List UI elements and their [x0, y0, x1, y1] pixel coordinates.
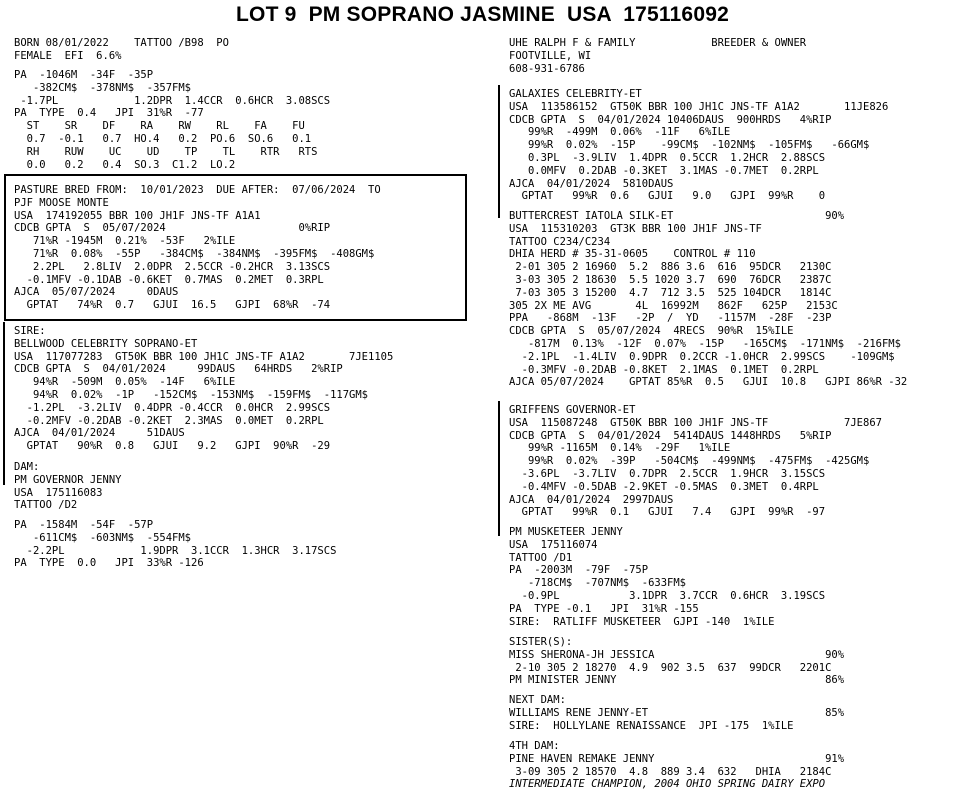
text-line: TATTOO C234/C234: [509, 235, 611, 248]
text-line: 71%R -1945M 0.21% -53F 2%ILE: [14, 235, 236, 248]
text-line: 0.3PL -3.9LIV 1.4DPR 0.5CCR 1.2HCR 2.88SCS: [509, 151, 826, 164]
text-line: 2-01 305 2 16960 5.2 886 3.6 616 95DCR 2130C: [509, 261, 832, 274]
dam-info: [14, 461, 121, 512]
text-line: PA TYPE 0.0 JPI 33%R -126: [14, 557, 204, 570]
text-line: 4TH DAM:: [509, 740, 560, 752]
text-line: 608-931-6786: [509, 62, 585, 75]
animal-header: [14, 37, 229, 63]
text-line: -1.7PL 1.2DPR 1.4CCR 0.6HCR 3.08SCS: [14, 94, 331, 107]
sire-bar: [3, 322, 5, 485]
text-line: -1.2PL -3.2LIV 0.4DPR -0.4CCR 0.0HCR 2.99SCS: [14, 401, 331, 414]
text-line: -718CM$ -707NM$ -633FM$: [509, 577, 687, 590]
text-line: USA 117077283 GT50K BBR 100 JH1C JNS-TF A1A2 7JE1105: [14, 350, 394, 363]
text-line: SIRE: RATLIFF MUSKETEER GJPI -140 1%ILE: [509, 615, 775, 628]
text-line: -0.3MFV -0.2DAB -0.8KET 2.1MAS 0.1MET 0.2RPL: [509, 363, 819, 376]
text-line: 99%R 0.02% -15P -99CM$ -102NM$ -105FM$ -66GM$: [509, 139, 870, 152]
text-line: FOOTVILLE, WI: [509, 49, 592, 62]
text-line: 94%R -509M 0.05% -14F 6%ILE: [14, 376, 236, 389]
text-line: MISS SHERONA-JH JESSICA 90%: [509, 648, 845, 661]
text-line: PASTURE BRED FROM: 10/01/2023 DUE AFTER: 07/06/2024 TO: [14, 184, 381, 196]
text-line: 2-10 305 2 18270 4.9 902 3.5 637 99DCR 2201C: [509, 661, 832, 674]
paternal-granddam: [509, 210, 907, 389]
text-line: AJCA 04/01/2024 51DAUS: [14, 427, 185, 440]
text-line: 99%R -499M 0.06% -11F 6%ILE: [509, 126, 731, 139]
pasture-bred-info: [14, 184, 381, 312]
text-line: CDCB GPTA S 04/01/2024 99DAUS 64HRDS 2%RIP: [14, 363, 343, 376]
text-line: GALAXIES CELEBRITY-ET: [509, 88, 642, 100]
text-line: PM MINISTER JENNY 86%: [509, 674, 845, 687]
text-line: GPTAT 90%R 0.8 GJUI 9.2 GJPI 90%R -29: [14, 440, 331, 453]
text-line: USA 115087248 GT50K BBR 100 JH1F JNS-TF 7JE867: [509, 416, 882, 429]
text-line: USA 115310203 GT3K BBR 100 JH1F JNS-TF: [509, 222, 762, 235]
text-line: 0.0MFV 0.2DAB -0.3KET 3.1MAS -0.7MET 0.2RPL: [509, 164, 819, 177]
text-line: PA -1584M -54F -57P: [14, 519, 154, 531]
text-line: PM GOVERNOR JENNY: [14, 473, 122, 486]
fourth-dam-note: INTERMEDIATE CHAMPION, 2004 OHIO SPRING DAIRY EXPO: [509, 778, 826, 790]
text-line: SISTER(S):: [509, 636, 573, 648]
text-line: -0.9PL 3.1DPR 3.7CCR 0.6HCR 3.19SCS: [509, 589, 826, 602]
breeder-owner: [509, 37, 806, 75]
dam-parent-average: [14, 519, 336, 570]
text-line: CDCB GPTA S 04/01/2024 10406DAUS 900HRDS 4%RIP: [509, 113, 832, 126]
text-line: GPTAT 99%R 0.1 GJUI 7.4 GJPI 99%R -97: [509, 506, 826, 519]
text-line: GPTAT 74%R 0.7 GJUI 16.5 GJPI 68%R -74: [14, 299, 331, 312]
text-line: NEXT DAM:: [509, 694, 566, 706]
text-line: AJCA 04/01/2024 2997DAUS: [509, 493, 674, 506]
text-line: -382CM$ -378NM$ -357FM$: [14, 81, 192, 94]
paternal-grandsire: [509, 88, 888, 203]
text-line: -611CM$ -603NM$ -554FM$: [14, 531, 192, 544]
text-line: GRIFFENS GOVERNOR-ET: [509, 404, 636, 416]
galaxies-bar: [498, 85, 500, 218]
text-line: 99%R 0.02% -39P -504CM$ -499NM$ -475FM$ -425GM$: [509, 455, 870, 468]
text-line: 3-09 305 2 18570 4.8 889 3.4 632 DHIA 2184C: [509, 765, 832, 778]
text-line: SIRE: HOLLYLANE RENAISSANCE JPI -175 1%ILE: [509, 719, 794, 732]
text-line: PA -1046M -34F -35P: [14, 69, 154, 81]
text-line: BELLWOOD CELEBRITY SOPRANO-ET: [14, 337, 198, 350]
griffens-bar: [498, 401, 500, 536]
text-line: BUTTERCREST IATOLA SILK-ET 90%: [509, 210, 845, 222]
sisters-info: [509, 636, 844, 687]
text-line: BORN 08/01/2022 TATTOO /B98 PO: [14, 37, 229, 49]
text-line: -817M 0.13% -12F 0.07% -15P -165CM$ -171NM$ -216FM$: [509, 337, 901, 350]
text-line: AJCA 05/07/2024 0DAUS: [14, 286, 179, 299]
text-line: CDCB GPTA S 04/01/2024 5414DAUS 1448HRDS 5%RIP: [509, 429, 832, 442]
text-line: PA -2003M -79F -75P: [509, 564, 649, 577]
maternal-grandsire: [509, 404, 882, 519]
text-line: -0.1MFV -0.1DAB -0.6KET 0.7MAS 0.2MET 0.3RPL: [14, 273, 324, 286]
maternal-granddam: [509, 526, 825, 628]
parent-average: [14, 69, 330, 171]
text-line: GPTAT 99%R 0.6 GJUI 9.0 GJPI 99%R 0: [509, 190, 826, 203]
text-line: -3.6PL -3.7LIV 0.7DPR 2.5CCR 1.9HCR 3.15SCS: [509, 467, 826, 480]
text-line: PM MUSKETEER JENNY: [509, 526, 623, 538]
text-line: 0.7 -0.1 0.7 HO.4 0.2 PO.6 SO.6 0.1: [14, 132, 312, 145]
text-line: -0.4MFV -0.5DAB -2.9KET -0.5MAS 0.3MET 0.4RPL: [509, 480, 819, 493]
fourth-dam-info: [509, 740, 844, 778]
text-line: ST SR DF RA RW RL FA FU: [14, 120, 305, 133]
text-line: UHE RALPH F & FAMILY BREEDER & OWNER: [509, 37, 807, 49]
text-line: 99%R -1165M 0.14% -29F 1%ILE: [509, 442, 731, 455]
text-line: 71%R 0.08% -55P -384CM$ -384NM$ -395FM$ -408GM$: [14, 247, 375, 260]
text-line: -0.2MFV -0.2DAB -0.2KET 2.3MAS 0.0MET 0.2RPL: [14, 414, 324, 427]
text-line: CDCB GPTA S 05/07/2024 0%RIP: [14, 222, 331, 235]
text-line: USA 175116083: [14, 486, 103, 499]
text-line: PINE HAVEN REMAKE JENNY 91%: [509, 752, 845, 765]
text-line: TATTOO /D1: [509, 551, 573, 564]
text-line: AJCA 04/01/2024 5810DAUS: [509, 177, 674, 190]
text-line: DAM:: [14, 461, 40, 473]
text-line: 0.0 0.2 0.4 SO.3 C1.2 LO.2: [14, 158, 236, 171]
text-line: -2.2PL 1.9DPR 3.1CCR 1.3HCR 3.17SCS: [14, 544, 337, 557]
text-line: 2.2PL 2.8LIV 2.0DPR 2.5CCR -0.2HCR 3.13SCS: [14, 260, 331, 273]
text-line: TATTOO /D2: [14, 499, 78, 512]
text-line: FEMALE EFI 6.6%: [14, 49, 122, 62]
text-line: DHIA HERD # 35-31-0605 CONTROL # 110: [509, 248, 756, 261]
text-line: WILLIAMS RENE JENNY-ET 85%: [509, 706, 845, 719]
text-line: CDCB GPTA S 05/07/2024 4RECS 90%R 15%ILE: [509, 325, 794, 338]
text-line: SIRE:: [14, 325, 46, 337]
text-line: PA TYPE 0.4 JPI 31%R -77: [14, 107, 204, 120]
text-line: PJF MOOSE MONTE: [14, 196, 109, 209]
text-line: USA 113586152 GT50K BBR 100 JH1C JNS-TF A1A2 11JE826: [509, 100, 889, 113]
next-dam-info: [509, 694, 844, 732]
text-line: AJCA 05/07/2024 GPTAT 85%R 0.5 GJUI 10.8 GJPI 86%R -32: [509, 376, 908, 389]
sire-info: [14, 325, 393, 453]
text-line: -2.1PL -1.4LIV 0.9DPR 0.2CCR -1.0HCR 2.99SCS -109GM$: [509, 350, 895, 363]
text-line: USA 174192055 BBR 100 JH1F JNS-TF A1A1: [14, 209, 261, 222]
lot-title: LOT 9 PM SOPRANO JASMINE USA 175116092: [236, 3, 729, 26]
text-line: 7-03 305 3 15200 4.7 712 3.5 525 104DCR 1814C: [509, 286, 832, 299]
text-line: 3-03 305 2 18630 5.5 1020 3.7 690 76DCR 2387C: [509, 273, 832, 286]
text-line: USA 175116074: [509, 538, 598, 551]
text-line: 94%R 0.02% -1P -152CM$ -153NM$ -159FM$ -117GM$: [14, 388, 369, 401]
text-line: RH RUW UC UD TP TL RTR RTS: [14, 145, 318, 158]
text-line: PPA -868M -13F -2P / YD -1157M -28F -23P: [509, 312, 832, 325]
text-line: 305 2X ME AVG 4L 16992M 862F 625P 2153C: [509, 299, 838, 312]
text-line: PA TYPE -0.1 JPI 31%R -155: [509, 602, 699, 615]
